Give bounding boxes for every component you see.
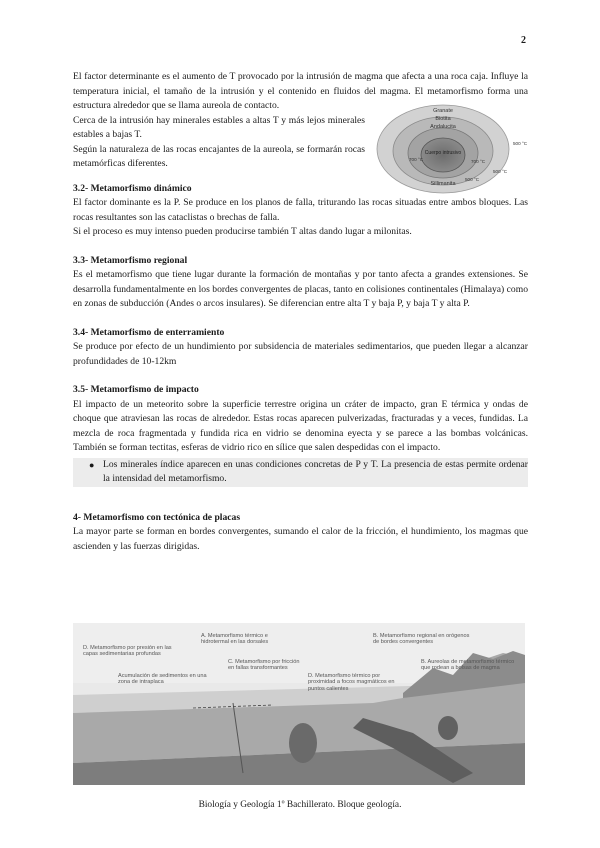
figure-label-a: A. Metamorfismo térmico e hidrotermal en las dorsales: [201, 633, 269, 646]
s4-paragraph-1: La mayor parte se forman en bordes convergentes, sumando el calor de la fricción, el hundimiento, los magmas que ascienden y las fuerzas dirigidas.: [73, 526, 528, 552]
bullet-text: Los minerales índice aparecen en unas condiciones concretas de P y T. La presencia de estas permite ordenar la intensidad del metamorfismo.: [103, 458, 528, 484]
magma-chamber: [289, 723, 317, 763]
figure-label-d: D. Metamorfismo por presión en las capas sedimentarias profundas: [83, 645, 172, 658]
page-number: 2: [521, 35, 526, 46]
figure-label-c: C. Metamorfismo por fricción en fallas transformantes: [228, 659, 300, 672]
aureola-temp: 700 °C: [409, 157, 424, 162]
aureola-label: Biotita: [435, 116, 451, 122]
heading-3-5: 3.5- Metamorfismo de impacto: [73, 384, 199, 395]
s32-paragraph-1: El factor dominante es la P. Se produce en los planos de falla, triturando las rocas situadas entre ambos bloques. Las rocas resultantes son las cataclistas o brechas de falla.: [73, 197, 528, 223]
aureola-figure: [375, 101, 528, 193]
heading-4: 4- Metamorfismo con tectónica de placas: [73, 511, 241, 523]
heading-3-4: 3.4- Metamorfismo de enterramiento: [73, 326, 225, 338]
heading-3-2: 3.2- Metamorfismo dinámico: [73, 182, 192, 194]
aureola-label: Granate: [433, 108, 453, 114]
figure-label-d2: D. Metamorfismo térmico por proximidad a focos magmáticos en puntos calientes: [308, 673, 395, 692]
heading-3-3: 3.3- Metamorfismo regional: [73, 254, 188, 266]
bullet-item: [73, 458, 528, 487]
figure-label-accumulation: Acumulación de sedimentos en una zona de intraplaca: [118, 673, 207, 686]
bullet-dot-icon: ●: [89, 459, 95, 470]
intro-paragraph-1: El factor determinante es el aumento de T provocado por la intrusión de magma que afecta a una roca caja. Influye la temperatura inicial, el tamaño de la intrusión y el contenido en fluidos del magma. El metamorfismo forma una estructura alrededor que se llama aureola de contacto.: [73, 71, 528, 111]
aureola-temp: 500 °C: [513, 141, 528, 146]
plate-tectonics-figure: [73, 623, 525, 785]
s35-paragraph-1: El impacto de un meteorito sobre la superficie terrestre origina un cráter de impacto, gran E térmica y ondas de choque que atraviesan las rocas de alrededor. Estas rocas aparecen pulverizadas, fracturadas y a veces, fundidas. La mezcla de roca fragmentada y fundida rica en vidrio se denomina eyecta y se parece a las bombas volcánicas. También se forman tectitas, esferas de vidrio rico en sílice que salen despedidas con el impacto.: [73, 398, 528, 453]
aureola-label: Sillimanita: [430, 181, 456, 187]
aureola-label: Cuerpo intrusivo: [424, 150, 462, 156]
figure-label-b: B. Metamorfismo regional en orógenos de bordes convergentes: [373, 633, 470, 646]
aureola-temp: 500 °C: [493, 169, 508, 174]
magma-pocket: [438, 716, 458, 740]
s33-paragraph-1: Es el metamorfismo que tiene lugar durante la formación de montañas y por tanto afecta a grandes extensiones. Se desarrolla fundamentalmente en los bordes convergentes de placas, tanto en colisiones continentales (Himalaya) como en zonas de subducción (Andes o arcos insulares). Se diferencian entre alta T y baja P, y baja T y alta P.: [73, 269, 528, 309]
aureola-temp: 700 °C: [471, 159, 486, 164]
s32-paragraph-2: Si el proceso es muy intenso pueden producirse también T altas dando lugar a milonitas.: [73, 226, 412, 237]
aureola-temp: 500 °C: [465, 177, 480, 182]
intro-paragraph-2: Cerca de la intrusión hay minerales estables a altas T y más lejos minerales estables a bajas T.: [73, 114, 365, 140]
s34-paragraph-1: Se produce por efecto de un hundimiento por subsidencia de materiales sedimentarios, que pueden llegar a alcanzar profundidades de 10-12km: [73, 341, 528, 367]
page-footer: Biología y Geología 1º Bachillerato. Bloque geología.: [198, 800, 402, 810]
figure-label-b2: B. Aureolas de metamorfismo térmico que rodean a bolsas de magma: [421, 659, 515, 672]
intro-paragraph-3: Según la naturaleza de las rocas encajantes de la aureola, se formarán rocas metamórficas diferentes.: [73, 143, 365, 169]
aureola-label: Andalucita: [430, 124, 456, 130]
